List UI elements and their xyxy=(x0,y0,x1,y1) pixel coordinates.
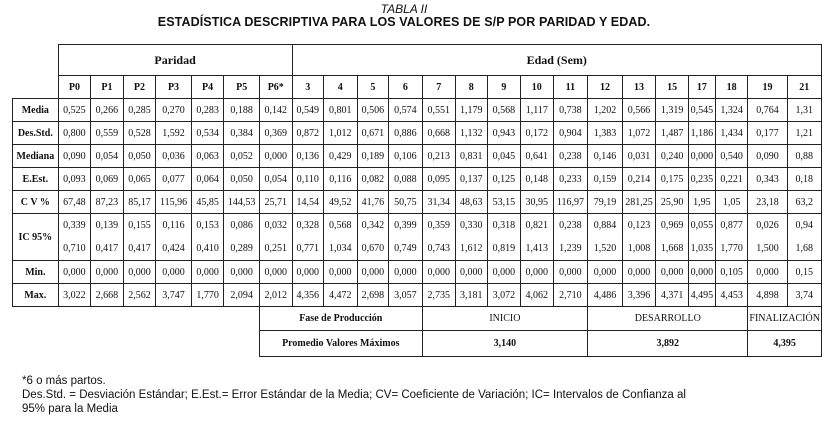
ic-lower-value: 0,94 xyxy=(795,220,814,231)
table-cell: 4,453 xyxy=(715,284,748,307)
table-cell: 79,19 xyxy=(588,191,622,214)
table-cell: 1,186 xyxy=(688,122,715,145)
table-cell: 0,000 xyxy=(487,261,520,284)
table-cell: 23,18 xyxy=(748,191,787,214)
table-cell: 3,747 xyxy=(156,284,192,307)
column-header: 9 xyxy=(487,76,520,99)
ic-upper-value: 1,68 xyxy=(795,243,814,254)
table-cell: 0,093 xyxy=(58,168,91,191)
ic-lower-value: 0,153 xyxy=(196,220,219,231)
table-cell: 0,031 xyxy=(622,145,656,168)
row-label: E.Est. xyxy=(13,168,59,191)
footnote-line-3: 95% para la Media xyxy=(22,403,118,415)
table-cell: 0,125 xyxy=(487,168,520,191)
ic-lower-value: 0,821 xyxy=(525,220,549,231)
paridad-group-header: Paridad xyxy=(58,45,292,76)
ic-upper-value: 1,770 xyxy=(720,243,743,254)
table-cell xyxy=(357,214,389,261)
table-cell: 0,000 xyxy=(622,261,656,284)
table-cell: 4,371 xyxy=(656,284,689,307)
table-cell: 1,95 xyxy=(688,191,715,214)
table-cell: 0,545 xyxy=(688,99,715,122)
table-title: ESTADÍSTICA DESCRIPTIVA PARA LOS VALORES DE S/P POR PARIDAD Y EDAD. xyxy=(157,15,651,29)
table-cell: 0,000 xyxy=(58,261,91,284)
table-cell xyxy=(487,214,520,261)
table-cell: 67,48 xyxy=(58,191,91,214)
table-cell: 281,25 xyxy=(622,191,656,214)
table-cell: 1,05 xyxy=(715,191,748,214)
table-cell xyxy=(588,214,622,261)
table-cell xyxy=(715,214,748,261)
column-header: 6 xyxy=(389,76,422,99)
table-cell: 0,082 xyxy=(357,168,389,191)
table-cell: 31,34 xyxy=(422,191,455,214)
table-cell: 4,062 xyxy=(521,284,554,307)
table-cell xyxy=(389,214,422,261)
table-row xyxy=(13,168,822,191)
table-cell: 0,175 xyxy=(656,168,689,191)
table-cell: 1,770 xyxy=(191,284,224,307)
column-header: P0 xyxy=(58,76,91,99)
row-label: Max. xyxy=(13,284,59,307)
table-cell: 2,735 xyxy=(422,284,455,307)
table-cell: 0,045 xyxy=(487,145,520,168)
ic-upper-value: 0,424 xyxy=(162,243,185,254)
table-cell: 0,090 xyxy=(748,145,787,168)
table-cell: 0,000 xyxy=(553,261,588,284)
table-cell: 3,022 xyxy=(58,284,91,307)
table-cell: 1,383 xyxy=(588,122,622,145)
table-row xyxy=(13,191,822,214)
table-row xyxy=(13,122,822,145)
footnote-line-1: *6 o más partos. xyxy=(22,375,106,387)
column-header: P5 xyxy=(224,76,260,99)
row-label: IC 95% xyxy=(13,214,59,261)
table-cell: 41,76 xyxy=(357,191,389,214)
table-cell: 0,568 xyxy=(487,99,520,122)
table-cell: 0,000 xyxy=(292,261,324,284)
table-cell: 0,800 xyxy=(58,122,91,145)
table-cell: 0,528 xyxy=(123,122,156,145)
table-cell: 0,000 xyxy=(191,261,224,284)
ic-upper-value: 1,035 xyxy=(690,243,714,254)
table-cell: 25,90 xyxy=(656,191,689,214)
table-cell: 1,324 xyxy=(715,99,748,122)
ic-lower-value: 0,238 xyxy=(559,220,582,231)
desarrollo-value: 3,892 xyxy=(588,331,748,357)
table-cell: 0,283 xyxy=(191,99,224,122)
table-cell: 4,356 xyxy=(292,284,324,307)
column-header: 3 xyxy=(292,76,324,99)
column-header: P4 xyxy=(191,76,224,99)
table-cell: 1,31 xyxy=(787,99,821,122)
table-cell: 0,668 xyxy=(422,122,455,145)
table-cell: 0,213 xyxy=(422,145,455,168)
table-cell: 0,177 xyxy=(748,122,787,145)
table-row xyxy=(13,99,822,122)
table-cell: 0,15 xyxy=(787,261,821,284)
table-cell: 0,136 xyxy=(292,145,324,168)
ic-upper-value: 1,239 xyxy=(559,243,582,254)
ic-upper-value: 1,034 xyxy=(329,243,352,254)
table-row xyxy=(13,284,822,307)
column-header-blank xyxy=(13,76,59,99)
ic-upper-value: 0,251 xyxy=(264,243,287,254)
table-cell: 0,116 xyxy=(324,168,357,191)
table-cell: 0,110 xyxy=(292,168,324,191)
table-cell: 0,738 xyxy=(553,99,588,122)
table-cell: 0,050 xyxy=(123,145,156,168)
column-header: 7 xyxy=(422,76,455,99)
table-row xyxy=(13,214,822,261)
table-row xyxy=(13,261,822,284)
column-header: P1 xyxy=(91,76,124,99)
ic-lower-value: 0,342 xyxy=(361,220,385,231)
column-header: 4 xyxy=(324,76,357,99)
table-cell: 0,077 xyxy=(156,168,192,191)
ic-upper-value: 0,771 xyxy=(296,243,320,254)
table-cell: 0,000 xyxy=(259,145,292,168)
table-cell: 3,181 xyxy=(456,284,488,307)
table-cell: 0,000 xyxy=(259,261,292,284)
table-cell: 0,540 xyxy=(715,145,748,168)
column-header: 18 xyxy=(715,76,748,99)
column-header: 5 xyxy=(357,76,389,99)
column-header: P2 xyxy=(123,76,156,99)
table-cell xyxy=(324,214,357,261)
row-label: C V % xyxy=(13,191,59,214)
column-header: 10 xyxy=(521,76,554,99)
ic-lower-value: 0,330 xyxy=(460,220,483,231)
edad-group-header: Edad (Sem) xyxy=(292,45,822,76)
table-cell: 4,495 xyxy=(688,284,715,307)
table-cell: 0,285 xyxy=(123,99,156,122)
table-cell: 0,095 xyxy=(422,168,455,191)
table-cell: 0,054 xyxy=(91,145,124,168)
column-header: 19 xyxy=(748,76,787,99)
table-cell xyxy=(456,214,488,261)
table-cell: 0,000 xyxy=(224,261,260,284)
ic-upper-value: 0,710 xyxy=(63,243,86,254)
ic-lower-value: 0,032 xyxy=(264,220,287,231)
statistics-table-container xyxy=(12,44,822,378)
table-cell: 2,012 xyxy=(259,284,292,307)
table-cell: 0,18 xyxy=(787,168,821,191)
ic-lower-value: 0,026 xyxy=(756,220,779,231)
table-cell xyxy=(156,214,192,261)
table-cell: 0,000 xyxy=(324,261,357,284)
table-cell: 2,668 xyxy=(91,284,124,307)
ic-upper-value: 0,670 xyxy=(361,243,385,254)
table-cell: 0,549 xyxy=(292,99,324,122)
table-cell: 1,179 xyxy=(456,99,488,122)
table-cell: 0,384 xyxy=(224,122,260,145)
ic-lower-value: 0,969 xyxy=(660,220,684,231)
table-cell: 0,343 xyxy=(748,168,787,191)
table-cell: 0,159 xyxy=(588,168,622,191)
table-cell: 4,486 xyxy=(588,284,622,307)
column-header: P3 xyxy=(156,76,192,99)
table-cell: 0,221 xyxy=(715,168,748,191)
table-cell: 0,106 xyxy=(389,145,422,168)
table-cell: 0,886 xyxy=(389,122,422,145)
ic-upper-value: 1,008 xyxy=(627,243,651,254)
table-cell: 1,592 xyxy=(156,122,192,145)
column-header: 15 xyxy=(656,76,689,99)
ic-upper-value: 1,500 xyxy=(756,243,779,254)
ic-lower-value: 0,155 xyxy=(128,220,151,231)
table-cell: 0,506 xyxy=(357,99,389,122)
ic-lower-value: 0,399 xyxy=(394,220,417,231)
row-label: Media xyxy=(13,99,59,122)
table-cell: 0,266 xyxy=(91,99,124,122)
table-cell: 87,23 xyxy=(91,191,124,214)
table-cell xyxy=(553,214,588,261)
table-cell: 4,898 xyxy=(748,284,787,307)
table-row xyxy=(13,145,822,168)
table-cell: 45,85 xyxy=(191,191,224,214)
table-cell xyxy=(521,214,554,261)
table-cell xyxy=(688,214,715,261)
ic-lower-value: 0,116 xyxy=(162,220,185,231)
table-cell: 144,53 xyxy=(224,191,260,214)
table-cell: 0,240 xyxy=(656,145,689,168)
table-cell: 0,088 xyxy=(389,168,422,191)
ic-lower-value: 0,123 xyxy=(627,220,651,231)
table-cell: 4,472 xyxy=(324,284,357,307)
table-cell: 0,904 xyxy=(553,122,588,145)
table-cell: 3,396 xyxy=(622,284,656,307)
table-cell: 0,671 xyxy=(357,122,389,145)
table-cell: 0,065 xyxy=(123,168,156,191)
table-cell: 0,000 xyxy=(456,261,488,284)
ic-upper-value: 1,612 xyxy=(460,243,483,254)
table-cell: 30,95 xyxy=(521,191,554,214)
phase-desarrollo: DESARROLLO xyxy=(588,307,748,331)
table-cell: 25,71 xyxy=(259,191,292,214)
table-cell: 0,148 xyxy=(521,168,554,191)
table-cell: 1,072 xyxy=(622,122,656,145)
ic-lower-value: 0,339 xyxy=(63,220,86,231)
column-header-row xyxy=(13,76,822,99)
table-cell: 0,369 xyxy=(259,122,292,145)
table-cell: 1,487 xyxy=(656,122,689,145)
table-cell: 0,235 xyxy=(688,168,715,191)
table-cell: 0,064 xyxy=(191,168,224,191)
column-header: 8 xyxy=(456,76,488,99)
finalizacion-value: 4,395 xyxy=(748,331,822,357)
column-header: P6* xyxy=(259,76,292,99)
table-cell: 1,21 xyxy=(787,122,821,145)
table-label: TABLA II xyxy=(380,2,428,16)
table-cell: 48,63 xyxy=(456,191,488,214)
ic-upper-value: 0,410 xyxy=(196,243,219,254)
table-cell xyxy=(91,214,124,261)
table-cell: 0,000 xyxy=(521,261,554,284)
phase-finalizacion: FINALIZACIÓN xyxy=(748,307,822,331)
table-cell: 0,764 xyxy=(748,99,787,122)
ic-upper-value: 1,520 xyxy=(593,243,617,254)
ic-upper-value: 0,417 xyxy=(95,243,119,254)
table-cell: 53,15 xyxy=(487,191,520,214)
table-cell: 0,566 xyxy=(622,99,656,122)
table-cell: 50,75 xyxy=(389,191,422,214)
table-cell xyxy=(656,214,689,261)
table-cell: 0,000 xyxy=(656,261,689,284)
ic-upper-value: 1,413 xyxy=(525,243,549,254)
ic-lower-value: 0,139 xyxy=(95,220,119,231)
phase-inicio: INICIO xyxy=(422,307,588,331)
table-cell: 0,188 xyxy=(224,99,260,122)
table-cell: 0,000 xyxy=(357,261,389,284)
table-cell xyxy=(422,214,455,261)
table-cell: 0,534 xyxy=(191,122,224,145)
table-cell: 49,52 xyxy=(324,191,357,214)
inicio-value: 3,140 xyxy=(422,331,588,357)
table-cell: 0,214 xyxy=(622,168,656,191)
table-cell: 0,105 xyxy=(715,261,748,284)
fase-produccion-label: Fase de Producción xyxy=(259,307,422,331)
table-cell: 0,641 xyxy=(521,145,554,168)
table-cell: 0,172 xyxy=(521,122,554,145)
table-cell: 0,525 xyxy=(58,99,91,122)
footnote-line-2: Des.Std. = Desviación Estándar; E.Est.= Error Estándar de la Media; CV= Coeficiente de Variación; IC= Intervalos de Confianza al xyxy=(22,389,686,401)
ic-lower-value: 0,318 xyxy=(492,220,516,231)
table-cell: 0,000 xyxy=(156,261,192,284)
table-cell: 0,429 xyxy=(324,145,357,168)
table-cell: 0,000 xyxy=(123,261,156,284)
ic-upper-value: 0,417 xyxy=(128,243,151,254)
table-cell: 2,710 xyxy=(553,284,588,307)
table-cell xyxy=(292,214,324,261)
ic-lower-value: 0,884 xyxy=(593,220,617,231)
table-cell: 0,872 xyxy=(292,122,324,145)
row-label: Des.Std. xyxy=(13,122,59,145)
table-cell: 0,000 xyxy=(688,145,715,168)
table-cell: 2,094 xyxy=(224,284,260,307)
row-label: Mediana xyxy=(13,145,59,168)
table-cell: 0,559 xyxy=(91,122,124,145)
row-label: Min. xyxy=(13,261,59,284)
table-cell: 14,54 xyxy=(292,191,324,214)
table-cell: 0,000 xyxy=(748,261,787,284)
table-cell: 2,562 xyxy=(123,284,156,307)
table-cell xyxy=(191,214,224,261)
table-cell xyxy=(58,214,91,261)
table-cell: 0,574 xyxy=(389,99,422,122)
ic-upper-value: 0,819 xyxy=(492,243,516,254)
ic-lower-value: 0,086 xyxy=(230,220,253,231)
table-cell: 0,090 xyxy=(58,145,91,168)
table-cell: 0,270 xyxy=(156,99,192,122)
table-cell: 0,238 xyxy=(553,145,588,168)
table-cell: 0,943 xyxy=(487,122,520,145)
table-cell: 2,698 xyxy=(357,284,389,307)
table-cell: 0,189 xyxy=(357,145,389,168)
table-cell: 116,97 xyxy=(553,191,588,214)
column-header: 12 xyxy=(588,76,622,99)
table-cell: 0,054 xyxy=(259,168,292,191)
table-cell: 63,2 xyxy=(787,191,821,214)
table-cell: 1,319 xyxy=(656,99,689,122)
table-cell: 0,000 xyxy=(422,261,455,284)
column-header: 11 xyxy=(553,76,588,99)
table-cell: 0,036 xyxy=(156,145,192,168)
table-cell: 1,117 xyxy=(521,99,554,122)
table-cell: 0,000 xyxy=(588,261,622,284)
table-cell xyxy=(224,214,260,261)
table-cell xyxy=(123,214,156,261)
table-cell: 0,000 xyxy=(389,261,422,284)
table-cell: 0,050 xyxy=(224,168,260,191)
table-cell: 115,96 xyxy=(156,191,192,214)
ic-lower-value: 0,055 xyxy=(690,220,714,231)
table-cell: 0,233 xyxy=(553,168,588,191)
table-cell: 0,551 xyxy=(422,99,455,122)
column-header: 17 xyxy=(688,76,715,99)
ic-upper-value: 0,743 xyxy=(427,243,451,254)
table-cell: 0,000 xyxy=(91,261,124,284)
table-cell: 0,142 xyxy=(259,99,292,122)
promedio-valores-maximos-label: Promedio Valores Máximos xyxy=(259,331,422,357)
corner-blank xyxy=(13,45,59,76)
ic-lower-value: 0,568 xyxy=(329,220,352,231)
table-cell: 0,069 xyxy=(91,168,124,191)
ic-upper-value: 0,749 xyxy=(394,243,417,254)
column-header: 13 xyxy=(622,76,656,99)
table-cell: 0,801 xyxy=(324,99,357,122)
ic-upper-value: 1,668 xyxy=(660,243,684,254)
table-cell: 1,434 xyxy=(715,122,748,145)
table-cell: 1,132 xyxy=(456,122,488,145)
table-cell: 3,072 xyxy=(487,284,520,307)
table-cell: 3,057 xyxy=(389,284,422,307)
ic-lower-value: 0,877 xyxy=(720,220,743,231)
ic-lower-value: 0,328 xyxy=(296,220,320,231)
table-cell xyxy=(748,214,787,261)
table-cell: 1,202 xyxy=(588,99,622,122)
table-cell: 0,88 xyxy=(787,145,821,168)
table-cell: 0,000 xyxy=(688,261,715,284)
table-cell xyxy=(622,214,656,261)
table-cell: 0,137 xyxy=(456,168,488,191)
statistics-table xyxy=(12,44,822,357)
table-cell: 1,012 xyxy=(324,122,357,145)
table-cell xyxy=(259,214,292,261)
ic-lower-value: 0,359 xyxy=(427,220,451,231)
table-cell xyxy=(787,214,821,261)
table-cell: 0,063 xyxy=(191,145,224,168)
table-cell: 0,052 xyxy=(224,145,260,168)
table-cell: 3,74 xyxy=(787,284,821,307)
table-cell: 0,146 xyxy=(588,145,622,168)
column-header: 21 xyxy=(787,76,821,99)
ic-upper-value: 0,289 xyxy=(230,243,253,254)
table-cell: 0,831 xyxy=(456,145,488,168)
table-cell: 85,17 xyxy=(123,191,156,214)
